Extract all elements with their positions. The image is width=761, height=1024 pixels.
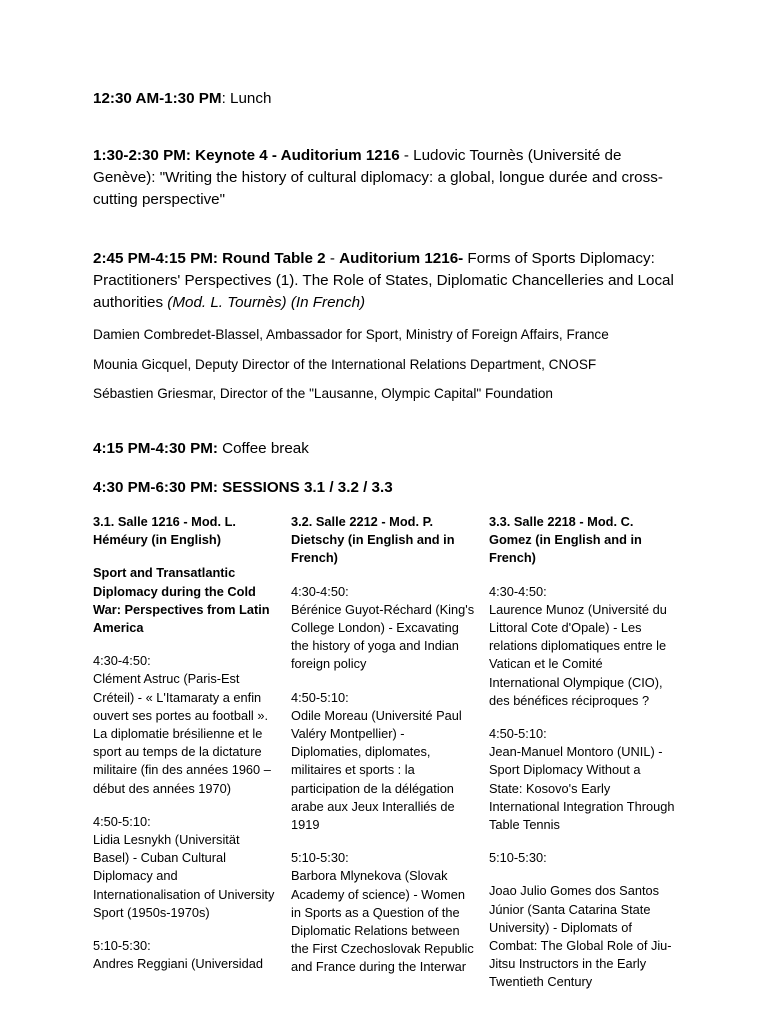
talk-time: 5:10-5:30: xyxy=(291,850,349,866)
round-table-sep: - xyxy=(325,250,340,267)
talk-text: Bérénice Guyot-Réchard (King's College London) - Excavating the history of yoga and Indian foreign policy xyxy=(291,601,475,672)
round-table-line xyxy=(93,248,683,314)
panelist: Damien Combredet-Blassel, Ambassador for Sport, Ministry of Foreign Affairs, France xyxy=(93,327,609,342)
session-subheader: Sport and Transatlantic Diplomacy during the Cold War: Perspectives from Latin America xyxy=(93,565,270,636)
talk-text: Laurence Munoz (Université du Littoral Cote d'Opale) - Les relations diplomatiques entre le Vatican et le Comité International Olympique (CIO), des bénéfices réciproques ? xyxy=(489,601,667,708)
talk-text: Lidia Lesnykh (Universität Basel) - Cuban Cultural Diplomacy and Internationalisation of University Sport (1950s-1970s) xyxy=(93,832,275,920)
panelist: Sébastien Griesmar, Director of the "Lausanne, Olympic Capital" Foundation xyxy=(93,386,553,401)
talk-time: 4:50-5:10: xyxy=(489,726,547,742)
session-column-3-3 xyxy=(489,513,675,992)
panelist: Mounia Gicquel, Deputy Director of the International Relations Department, CNOSF xyxy=(93,357,597,372)
session-header: 3.1. Salle 1216 - Mod. L. Héméury (in English) xyxy=(93,514,236,548)
talk-text: Andres Reggiani (Universidad xyxy=(93,956,264,972)
talk-text: Clément Astruc (Paris-Est Créteil) - « L'Itamaraty a enfin ouvert ses portes au football ». La diplomatie brésilienne et le sport au temps de la dictature militaire (fin des années 1960 – début des années 1970) xyxy=(93,671,271,796)
talk-time: 5:10-5:30: xyxy=(93,938,151,954)
sessions-title xyxy=(93,477,683,499)
keynote-text: - Ludovic Tournès (Université de Genève): "Writing the history of cultural diplomacy: a global, longue durée and cross-cutting perspective" xyxy=(93,147,663,208)
lunch-time: 12:30 AM-1:30 PM xyxy=(93,90,222,107)
talk-time: 4:30-4:50: xyxy=(489,583,547,599)
talk-text: Odile Moreau (Université Paul Valéry Montpellier) - Diplomaties, diplomates, militaires et sports : la participation de la délégation arabe aux Jeux Interalliés de 1919 xyxy=(291,707,462,833)
talk-time: 4:30-4:50: xyxy=(93,653,151,669)
session-header: 3.2. Salle 2212 - Mod. P. Dietschy (in English and in French) xyxy=(291,514,455,566)
talk-time: 4:50-5:10: xyxy=(93,813,151,829)
talk-time: 5:10-5:30: xyxy=(489,850,547,866)
round-table-text: Forms of Sports Diplomacy: Practitioners' Perspectives (1). The Role of States, Diplomatic Chancelleries and Local authorities xyxy=(93,250,674,311)
sessions-title-text: 4:30 PM-6:30 PM: SESSIONS 3.1 / 3.2 / 3.3 xyxy=(93,479,393,496)
talk-time: 4:30-4:50: xyxy=(291,583,349,599)
talk-text: Jean-Manuel Montoro (UNIL) - Sport Diplomacy Without a State: Kosovo's Early International Integration Through Table Tennis xyxy=(489,744,675,833)
session-column-3-1 xyxy=(93,513,279,973)
round-table-note: (Mod. L. Tournès) (In French) xyxy=(167,294,366,311)
talk-time: 4:50-5:10: xyxy=(291,689,349,705)
coffee-time: 4:15 PM-4:30 PM: xyxy=(93,440,218,457)
session-column-3-2 xyxy=(291,513,477,977)
lunch-line xyxy=(93,88,683,110)
coffee-text: Coffee break xyxy=(217,440,309,457)
coffee-line xyxy=(93,438,683,460)
talk-text: Barbora Mlynekova (Slovak Academy of science) - Women in Sports as a Question of the Diplomatic Relations between the First Czechoslovak Republic and France during the Interwar xyxy=(291,868,474,975)
round-table-label: 2:45 PM-4:15 PM: Round Table 2 xyxy=(93,250,326,267)
keynote-line xyxy=(93,145,683,211)
round-table-room: Auditorium 1216- xyxy=(339,250,464,267)
lunch-text: : Lunch xyxy=(221,90,272,107)
talk-text: Joao Julio Gomes dos Santos Júnior (Santa Catarina State University) - Diplomats of Combat: The Global Role of Jiu-Jitsu Instructors in the Early Twentieth Century xyxy=(489,883,672,990)
session-header: 3.3. Salle 2218 - Mod. C. Gomez (in English and in French) xyxy=(489,514,642,566)
keynote-label: 1:30-2:30 PM: Keynote 4 - Auditorium 1216 xyxy=(93,147,400,164)
